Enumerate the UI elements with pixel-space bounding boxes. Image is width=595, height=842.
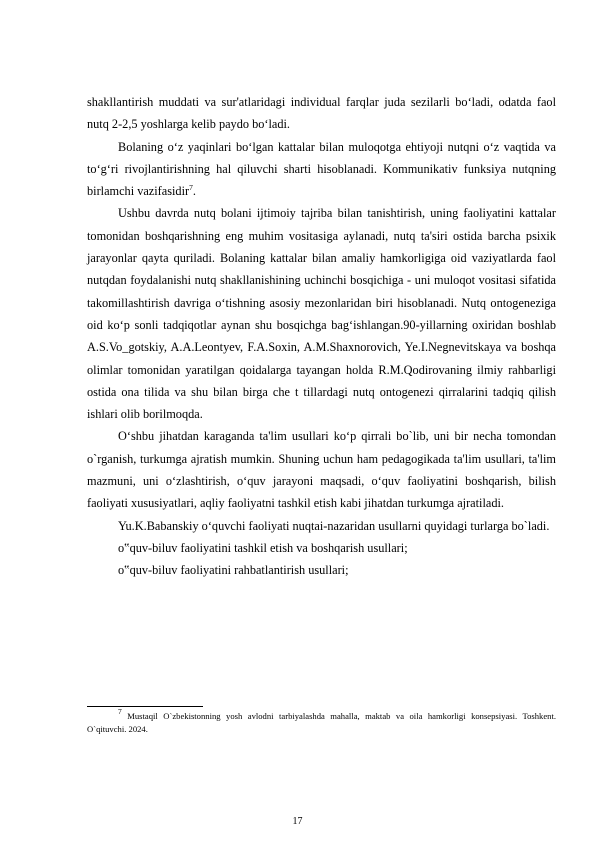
footnote-divider — [87, 706, 203, 707]
list-item-1: o‟quv-biluv faoliyatini tashkil etish va boshqarish usullari; — [118, 540, 408, 555]
body-text — [87, 91, 556, 582]
paragraph-2 — [87, 136, 556, 203]
paragraph-1: shakllantirish muddati va sur'atlaridagi individual farqlar juda sezilarli bo‘ladi, odatda faol nutq 2-2,5 yoshlarga kelib paydo bo‘ladi. — [87, 95, 556, 132]
list-item-2: o‟quv-biluv faoliyatini rahbatlantirish usullari; — [118, 563, 349, 578]
paragraph-2-text: Bolaning o‘z yaqinlari bo‘lgan kattalar bilan muloqotga ehtiyoji nutqni o‘z vaqtida va to‘g‘ri rivojlantirishning hal qiluvchi sharti hisoblanadi. Kommunikativ funksiya nutqning birlamchi vazifasidir — [87, 139, 556, 199]
footnote-marker: 7 — [118, 707, 122, 716]
paragraph-4: O‘shbu jihatdan karaganda ta'lim usullari ko‘p qirrali bo`lib, uni bir necha tomondan o`rganish, turkumga ajratish mumkin. Shuning uchun ham pedagogikada ta'lim usullari, ta'lim mazmuni, uni o‘zlashtirish, o‘quv jarayoni maqsadi, o‘quv faoliyatini boshqarish, bilish faoliyati xususiyatlari, aqliy faoliyatni tashkil etish kabi jihatdan turkumga ajratiladi. — [87, 429, 556, 511]
footnote — [87, 707, 556, 735]
paragraph-5: Yu.K.Babanskiy o‘quvchi faoliyati nuqtai-nazaridan usullarni quyidagi turlarga bo`ladi. — [118, 518, 550, 533]
paragraph-3: Ushbu davrda nutq bolani ijtimoiy tajriba bilan tanishtirish, uning faoliyatini kattalar tomonidan boshqarishning eng muhim vositasiga aylanadi, nutq ta'siri ostida barcha psixik jarayonlar qayta quriladi. Bolaning kattalar bilan amaliy hamkorligiga oid vaziyatlarda faol nutqdan foydalanishi nutq shakllanishining uchinchi bosqichiga - uni muloqot vositasi sifatida takomillashtirish davriga o‘tishning asosiy mezonlaridan biri hisoblanadi. Nutq ontogeneziga oid ko‘p sonli tadqiqotlar aynan shu bosqichga bag‘ishlangan.90-yillarning oxiridan boshlab A.S.Vo_gotskiy, A.A.Leontyev, F.A.Soxin, A.M.Shaxnorovich, Ye.I.Negnevitskaya va boshqa olimlar tomonidan yaratilgan qoidalarga tayangan holda R.M.Qodirovaning ilmiy rahbarligi ostida ona tilida va shu bilan birga che t tillardagi nutq ontogenezi qirralarini tadqiq qilish ishlari olib borilmoqda. — [87, 206, 556, 422]
footnote-reference[interactable]: 7 — [189, 183, 193, 193]
page-number: 17 — [292, 816, 303, 827]
paragraph-2-end: . — [192, 184, 196, 199]
footnote-text: Mustaqil O`zbekistonning yosh avlodni tarbiyalashda mahalla, maktab va oila hamkorligi konsepsiyasi. Toshkent. O`qituvchi. 2024. — [87, 711, 556, 734]
